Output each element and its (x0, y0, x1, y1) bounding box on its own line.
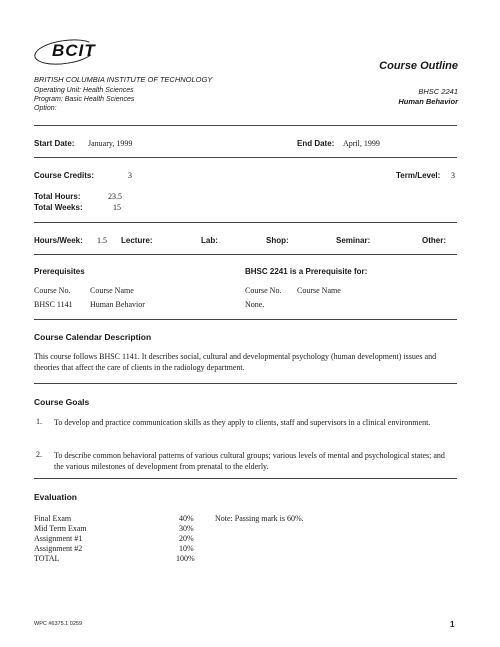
divider (34, 222, 457, 223)
option: Option: (34, 105, 57, 112)
form-code: WPC #6375.1 0259 (34, 621, 83, 627)
eval-label: Mid Term Exam (34, 524, 87, 533)
lab-label: Lab: (201, 236, 218, 245)
goal-text: To describe common behavioral patterns of various cultural groups; various levels of mental and psychological states; and the various milestones of development from prenatal to the elderly. (54, 451, 445, 471)
total-hours-value: 23.5 (108, 192, 122, 201)
institute-name: BRITISH COLUMBIA INSTITUTE OF TECHNOLOGY (34, 75, 213, 84)
lecture-label: Lecture: (121, 236, 153, 245)
prereq-row-name: Human Behavior (90, 300, 145, 309)
prereq-row-no: BHSC 1141 (34, 300, 73, 309)
divider (34, 383, 457, 384)
start-date-value: January, 1999 (88, 139, 133, 148)
total-hours-label: Total Hours: (34, 192, 81, 201)
start-date-label: Start Date: (34, 139, 75, 148)
hours-week-label: Hours/Week: (34, 236, 83, 245)
course-goals-heading: Course Goals (34, 397, 90, 407)
goal-number: 2. (36, 450, 42, 459)
end-date-label: End Date: (297, 139, 335, 148)
divider (34, 478, 457, 479)
course-credits-label: Course Credits: (34, 171, 95, 180)
goal-text: To develop and practice communication skills as they apply to clients, staff and supervisors in a clinical environment. (54, 418, 431, 427)
is-prereq-col-no: Course No. (245, 286, 282, 295)
total-weeks-label: Total Weeks: (34, 203, 83, 212)
eval-value: 10% (179, 544, 194, 553)
term-level-label: Term/Level: (396, 171, 441, 180)
page-number: 1 (450, 620, 455, 629)
course-name: Human Behavior (398, 97, 458, 106)
eval-label: TOTAL (34, 554, 60, 563)
prereq-col-name: Course Name (90, 286, 134, 295)
program: Program: Basic Health Sciences (34, 96, 135, 103)
end-date-value: April, 1999 (343, 139, 380, 148)
course-credits-value: 3 (128, 171, 132, 180)
hours-week-value: 1.5 (97, 236, 107, 245)
goal-number: 1. (36, 417, 42, 426)
other-label: Other: (422, 236, 446, 245)
is-prereq-heading: BHSC 2241 is a Prerequisite for: (245, 267, 368, 276)
passing-note: Note: Passing mark is 60%. (215, 514, 304, 523)
calendar-description: This course follows BHSC 1141. It describes social, cultural and developmental psychology (human development) issues and theories that affect the care of clients in the radiology department. (34, 352, 437, 372)
bcit-logo: BCIT (52, 41, 96, 60)
prereq-col-no: Course No. (34, 286, 71, 295)
is-prereq-row: None. (245, 300, 265, 309)
divider (34, 254, 457, 255)
divider (34, 157, 457, 158)
prerequisites-heading: Prerequisites (34, 267, 85, 276)
shop-label: Shop: (266, 236, 289, 245)
eval-label: Assignment #1 (34, 534, 83, 543)
eval-value: 40% (179, 514, 194, 523)
eval-value: 20% (179, 534, 194, 543)
divider (34, 319, 457, 320)
total-weeks-value: 15 (113, 203, 121, 212)
doc-title: Course Outline (379, 60, 458, 72)
course-code: BHSC 2241 (418, 87, 458, 96)
evaluation-heading: Evaluation (34, 492, 77, 502)
term-level-value: 3 (451, 171, 455, 180)
eval-value: 30% (179, 524, 194, 533)
eval-label: Assignment #2 (34, 544, 83, 553)
calendar-heading: Course Calendar Description (34, 332, 152, 342)
eval-value: 100% (176, 554, 195, 563)
divider (34, 125, 457, 126)
seminar-label: Seminar: (336, 236, 371, 245)
operating-unit: Operating Unit: Health Sciences (34, 87, 134, 94)
is-prereq-col-name: Course Name (297, 286, 341, 295)
eval-label: Final Exam (34, 514, 72, 523)
